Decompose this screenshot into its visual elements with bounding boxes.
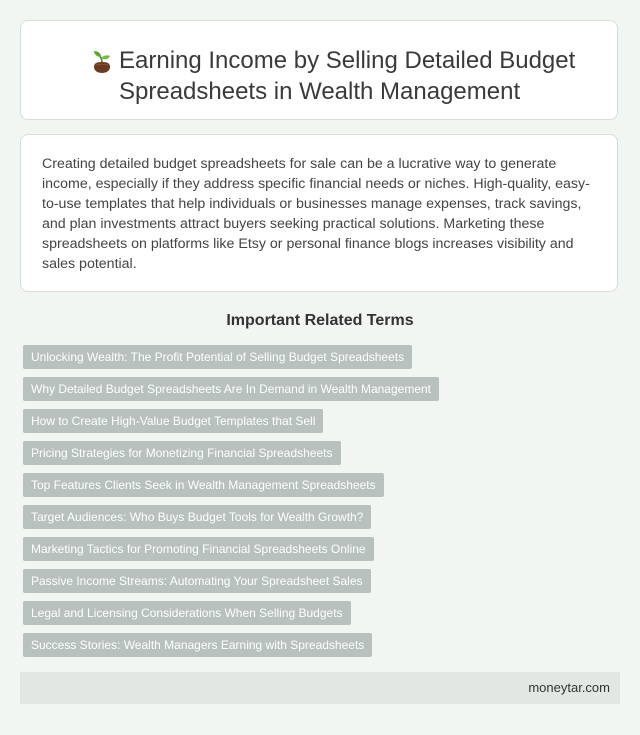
intro-card <box>20 134 618 292</box>
footer-site-name: moneytar.com <box>528 680 610 695</box>
related-term-link[interactable]: Target Audiences: Who Buys Budget Tools for Wealth Growth? <box>23 505 371 529</box>
related-term-link[interactable]: Pricing Strategies for Monetizing Financial Spreadsheets <box>23 441 341 465</box>
related-term-link[interactable]: How to Create High-Value Budget Templates that Sell <box>23 409 323 433</box>
page-title: Earning Income by Selling Detailed Budget Spreadsheets in Wealth Management <box>119 47 576 105</box>
related-term-link[interactable]: Marketing Tactics for Promoting Financial Spreadsheets Online <box>23 537 374 561</box>
header <box>93 45 589 107</box>
related-term-link[interactable]: Unlocking Wealth: The Profit Potential of Selling Budget Spreadsheets <box>23 345 412 369</box>
related-term-link[interactable]: Why Detailed Budget Spreadsheets Are In Demand in Wealth Management <box>23 377 439 401</box>
header-card <box>20 20 618 120</box>
footer <box>20 672 620 704</box>
related-term-link[interactable]: Passive Income Streams: Automating Your Spreadsheet Sales <box>23 569 371 593</box>
related-terms-heading: Important Related Terms <box>226 312 414 329</box>
seedling-icon <box>89 49 115 75</box>
related-term-link[interactable]: Top Features Clients Seek in Wealth Management Spreadsheets <box>23 473 384 497</box>
intro-paragraph: Creating detailed budget spreadsheets for sale can be a lucrative way to generate income, especially if they address specific financial needs or niches. High-quality, easy-to-use templates that help individuals or businesses manage expenses, track savings, and plan investments attract buyers seeking practical solutions. Marketing these spreadsheets on platforms like Etsy or personal finance blogs increases visibility and sales potential. <box>42 156 590 272</box>
related-term-link[interactable]: Legal and Licensing Considerations When Selling Budgets <box>23 601 351 625</box>
related-term-link[interactable]: Success Stories: Wealth Managers Earning with Spreadsheets <box>23 633 372 657</box>
